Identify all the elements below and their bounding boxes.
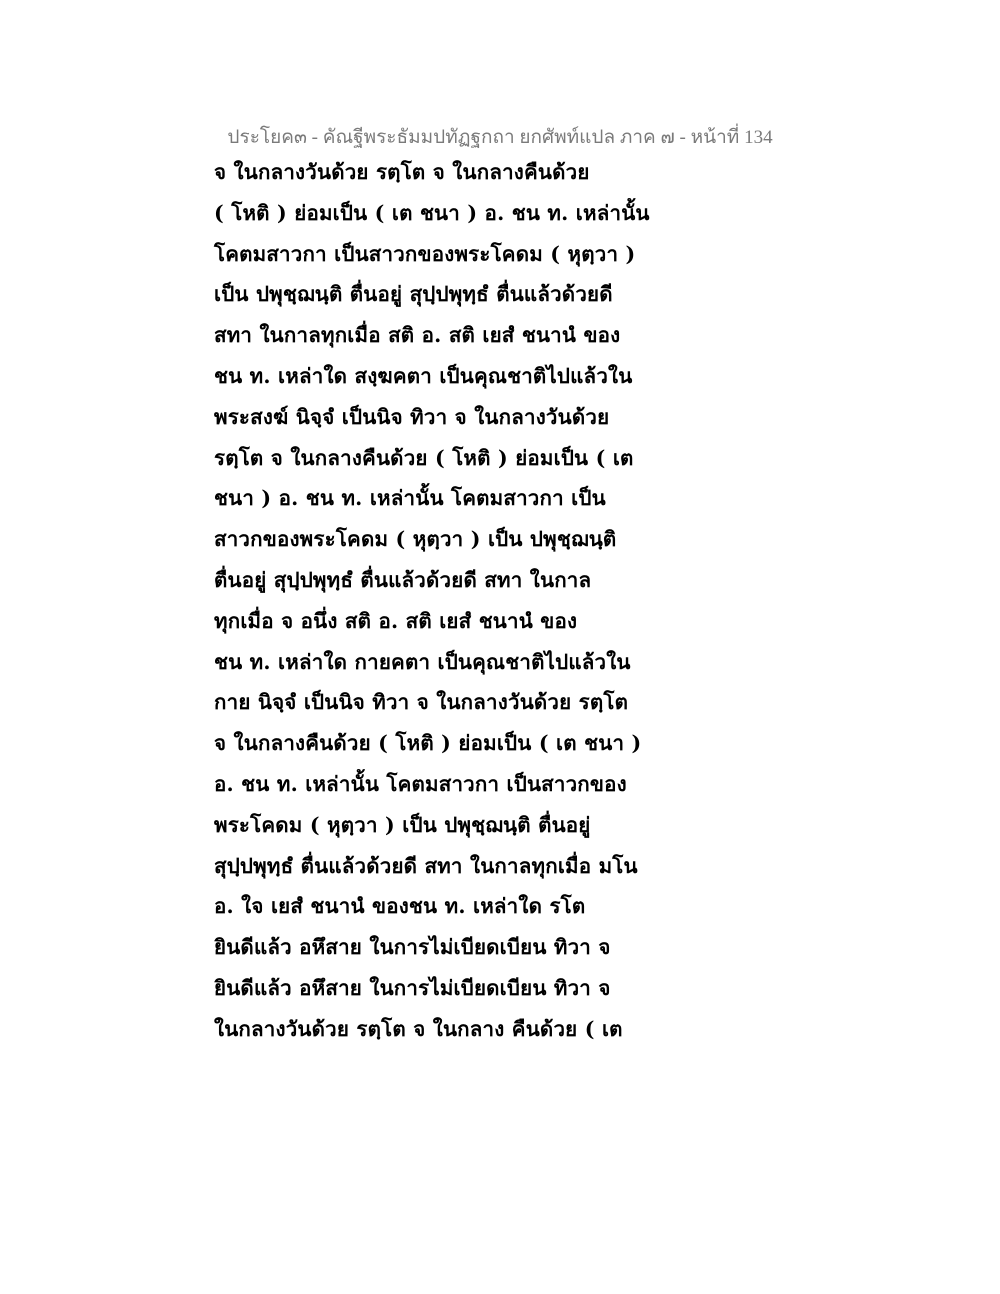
text-line: โคตมสาวกา เป็นสาวกของพระโคดม ( หุตฺวา ) [214, 241, 636, 266]
text-line: สทา ในกาลทุกเมื่อ สติ อ. สติ เยสํ ชนานํ ของ [214, 323, 621, 348]
text-line: จ ในกลางวันด้วย รตฺโต จ ในกลางคืนด้วย [214, 160, 590, 184]
text-line: ในกลางวันด้วย รตฺโต จ ในกลาง คืนด้วย ( เต [214, 1016, 623, 1041]
text-line: ยินดีแล้ว อหึสาย ในการไม่เบียดเบียน ทิวา จ [214, 935, 611, 960]
text-line: อ. ใจ เยสํ ชนานํ ของชน ท. เหล่าใด รโต [214, 894, 586, 919]
text-line: รตฺโต จ ในกลางคืนด้วย ( โหติ ) ย่อมเป็น ( เต [214, 445, 634, 470]
text-line: ชน ท. เหล่าใด กายคตา เป็นคุณชาติไปแล้วใน [214, 649, 631, 674]
body-text [214, 152, 650, 1050]
text-line: อ. ชน ท. เหล่านั้น โคตมสาวกา เป็นสาวกของ [214, 771, 627, 796]
text-line: กาย นิจฺจํ เป็นนิจ ทิวา จ ในกลางวันด้วย รตฺโต [214, 690, 629, 715]
text-line: ยินดีแล้ว อหึสาย ในการไม่เบียดเบียน ทิวา จ [214, 975, 611, 1000]
text-line: จ ในกลางคืนด้วย ( โหติ ) ย่อมเป็น ( เต ชนา ) [214, 731, 642, 756]
page-header: ประโยค๓ - คัณฐีพระธัมมปทัฏฐกถา ยกศัพท์แปล ภาค ๗ - หน้าที่ 134 [227, 127, 773, 148]
text-line: ตื่นอยู่ สุปฺปพุทฺธํ ตื่นแล้วด้วยดี สทา ในกาล [214, 567, 592, 592]
text-line: พระสงฆ์ นิจฺจํ เป็นนิจ ทิวา จ ในกลางวันด้วย [214, 404, 610, 429]
text-line: ชน ท. เหล่าใด สงฺฆคตา เป็นคุณชาติไปแล้วใน [214, 363, 633, 388]
text-line: พระโคดม ( หุตฺวา ) เป็น ปพุชฺฌนฺติ ตื่นอยู่ [214, 812, 591, 837]
text-line: ทุกเมื่อ จ อนึ่ง สติ อ. สติ เยสํ ชนานํ ของ [214, 608, 578, 633]
text-line: สุปฺปพุทฺธํ ตื่นแล้วด้วยดี สทา ในกาลทุกเมื่อ มโน [214, 853, 638, 878]
text-line: ( โหติ ) ย่อมเป็น ( เต ชนา ) อ. ชน ท. เหล่านั้น [214, 200, 650, 225]
text-line: เป็น ปพุชฺฌนฺติ ตื่นอยู่ สุปฺปพุทฺธํ ตื่นแล้วด้วยดี [214, 282, 613, 307]
text-line: ชนา ) อ. ชน ท. เหล่านั้น โคตมสาวกา เป็น [214, 486, 606, 511]
text-line: สาวกของพระโคดม ( หุตฺวา ) เป็น ปพุชฺฌนฺติ [214, 527, 617, 552]
